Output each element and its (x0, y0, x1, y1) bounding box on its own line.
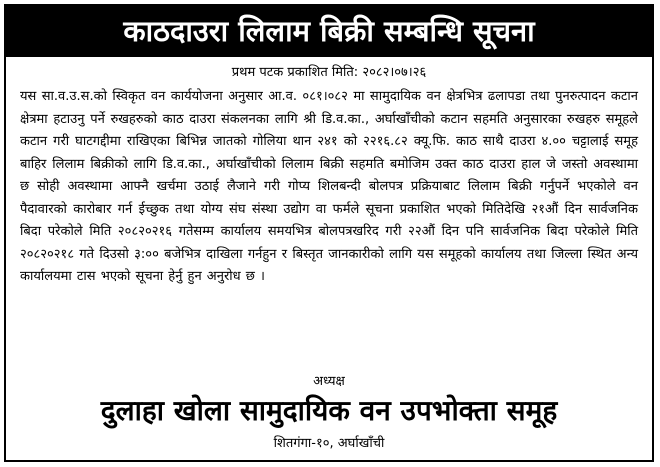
organization-name: दुलाहा खोला सामुदायिक वन उपभोक्ता समूह (100, 394, 558, 427)
notice-body: यस सा.व.उ.स.को स्विकृत वन कार्ययोजना अनुसार आ.व. ०८१।०८२ मा सामुदायिक वन क्षेत्रभित्र ढलापडा तथा पुनरुत्पादन कटान क्षेत्रमा हटाउनु पर्ने रुखहरुको काठ दाउरा संकलनका लागि श्री डि.व.का., अर्घाखाँचीको कटान सहमति अनुसारका रुखहरु समूहले कटान गरी घाटगद्दीमा राखिएका बिभिन्न जातको गोलिया थान २४१ को २२१६.८२ क्यू.फि. काठ साथै दाउरा ४.०० चट्टालाई समूह बाहिर लिलाम बिक्रीको लागि डि.व.का., अर्घाखाँचीको लिलाम बिक्री सहमति बमोजिम उक्त काठ दाउरा हाल जे जस्तो अवस्थामा छ सोही अवस्थामा आफ्नै खर्चमा उठाई लैजाने गरी गोप्य शिलबन्दी बोलपत्र प्रक्रियाबाट लिलाम बिक्री गर्नुपर्ने भएकोले वन पैदावारको कारोबार गर्न ईच्छुक तथा योग्य संघ संस्था उद्योग वा फर्मले सूचना प्रकाशित भएको मितिदेखि २१औं दिन सार्वजनिक बिदा परेकोले मिति २०८२०२१६ गतेसम्म कार्यालय समयभित्र बोलपत्रखरिद गरी २२औं दिन पनि सार्वजनिक बिदा परेकोले मिति २०८२०२१८ गते दिउसो ३:०० बजेभित्र दाखिला गर्नहुन र बिस्तृत जानकारीको लागि यस समूहको कार्यालय तथा जिल्ला स्थित अन्य कार्यालयमा टास भएको सूचना हेर्नु हुन अनुरोध छ । (20, 89, 638, 284)
organization-address: शितगंगा-१०, अर्घाखाँची (273, 436, 385, 451)
notice-box (4, 4, 654, 462)
notice-title: काठदाउरा लिलाम बिक्री सम्बन्धि सूचना (6, 6, 652, 57)
publication-date: प्रथम पटक प्रकाशित मिति: २०८२।०७।२६ (231, 65, 427, 80)
signatory-role: अध्यक्ष (313, 374, 345, 389)
